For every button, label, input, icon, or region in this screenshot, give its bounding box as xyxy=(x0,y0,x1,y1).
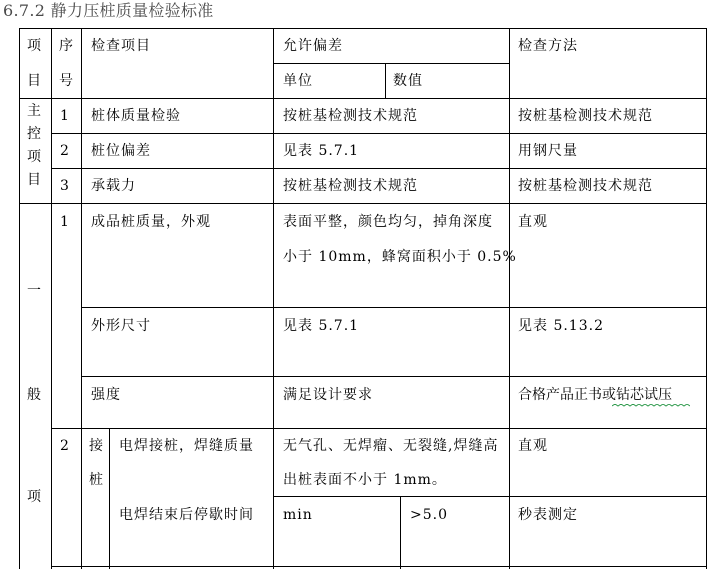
table-row-tolerance: 表面平整，颜色均匀，掉角深度 xyxy=(283,214,493,230)
table-row-tolerance: 小于 10mm，蜂窝面积小于 0.5% xyxy=(283,249,517,265)
table-row-seq: 1 xyxy=(60,214,69,230)
table-border-top xyxy=(19,28,707,29)
table-row-seq: 1 xyxy=(60,108,69,124)
page-title: 6.7.2 静力压桩质量检验标准 xyxy=(3,1,214,20)
header-seq-2: 号 xyxy=(59,73,73,89)
group-label-main-char: 控 xyxy=(27,126,41,142)
table-line xyxy=(400,496,401,569)
group-label-main-char: 项 xyxy=(27,149,41,165)
table-row-tolerance: 出桩表面不小于 1mm。 xyxy=(283,472,447,488)
table-line xyxy=(81,28,82,569)
header-check-item: 检查项目 xyxy=(91,38,151,54)
table-row-tolerance: 见表 5.7.1 xyxy=(283,143,360,159)
group-label-general-char: 项 xyxy=(27,489,41,505)
table-row-method: 秒表测定 xyxy=(518,507,578,523)
table-row-value: >5.0 xyxy=(410,507,448,523)
table-row-method: 按桩基检测技术规范 xyxy=(518,178,653,194)
table-row-seq: 2 xyxy=(60,438,69,454)
table-row-item: 成品桩质量，外观 xyxy=(91,214,211,230)
group-label-general-char: 般 xyxy=(27,387,41,403)
table-row-item: 电焊结束后停歇时间 xyxy=(119,507,254,523)
table-row-seq: 2 xyxy=(60,143,69,159)
table-row-unit: min xyxy=(283,507,313,523)
table-line xyxy=(273,28,274,569)
sub-group-label: 桩 xyxy=(89,472,103,488)
table-row-tolerance: 无气孔、无焊瘤、无裂缝,焊缝高 xyxy=(283,438,499,454)
group-label-main-char: 主 xyxy=(27,103,41,119)
table-line xyxy=(109,428,110,569)
header-item-2: 目 xyxy=(27,73,41,89)
table-line xyxy=(51,168,707,169)
table-row-method: 合格产品正书或钻芯试压 xyxy=(518,387,672,403)
table-line xyxy=(51,428,707,429)
table-row-method: 直观 xyxy=(518,214,548,230)
table-row-item: 电焊接桩，焊缝质量 xyxy=(119,438,254,454)
table-line xyxy=(273,63,509,64)
table-row-tolerance: 见表 5.7.1 xyxy=(283,318,360,334)
table-row-item: 桩位偏差 xyxy=(91,143,151,159)
header-item-1: 项 xyxy=(27,38,41,54)
table-line xyxy=(81,376,707,377)
table-row-method: 用钢尺量 xyxy=(518,143,578,159)
group-label-main-char: 目 xyxy=(27,172,41,188)
header-value: 数值 xyxy=(393,73,423,89)
header-seq-1: 序 xyxy=(59,38,73,54)
header-unit: 单位 xyxy=(283,73,313,89)
table-row-item: 承载力 xyxy=(91,178,136,194)
spellcheck-underline xyxy=(612,404,690,407)
table-row-item: 外形尺寸 xyxy=(91,318,151,334)
table-row-tolerance: 按桩基检测技术规范 xyxy=(283,108,418,124)
table-line xyxy=(19,98,707,99)
table-row-method: 见表 5.13.2 xyxy=(518,318,604,334)
table-line xyxy=(51,28,52,569)
table-row-method: 直观 xyxy=(518,438,548,454)
table-line xyxy=(19,203,707,204)
table-border-bottom xyxy=(51,566,707,567)
table-line xyxy=(273,496,707,497)
table-row-method: 按桩基检测技术规范 xyxy=(518,108,653,124)
table-row-tolerance: 满足设计要求 xyxy=(283,387,373,403)
table-border-left xyxy=(19,28,20,569)
table-line xyxy=(509,28,510,569)
sub-group-label: 接 xyxy=(89,438,103,454)
header-tolerance: 允许偏差 xyxy=(283,38,343,54)
table-row-item: 桩体质量检验 xyxy=(91,108,181,124)
header-method: 检查方法 xyxy=(518,38,578,54)
table-line xyxy=(81,307,707,308)
table-line xyxy=(385,63,386,98)
table-row-tolerance: 按桩基检测技术规范 xyxy=(283,178,418,194)
table-line xyxy=(51,133,707,134)
group-label-general-char: 一 xyxy=(27,283,41,299)
table-row-item: 强度 xyxy=(91,387,121,403)
table-row-seq: 3 xyxy=(60,178,69,194)
